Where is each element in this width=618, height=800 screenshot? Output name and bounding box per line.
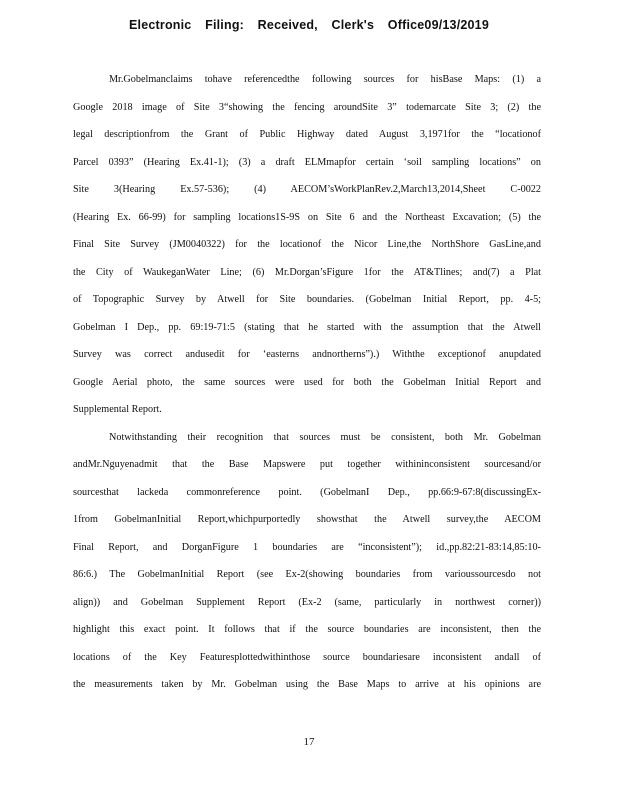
body-line: sourcesthat lackeda commonreference point. (GobelmanI Dep., pp.66:9-67:8(discussingEx- — [73, 486, 541, 498]
body-line: Parcel 0393” (Hearing Ex.41-1); (3) a draft ELMmapfor certain ‘soil sampling locations” on — [73, 156, 541, 168]
document-body — [73, 66, 541, 699]
body-line: highlight this exact point. It follows that if the source boundaries are inconsistent, then the — [73, 624, 541, 635]
body-line: the City of WaukeganWater Line; (6) Mr.Dorgan’sFigure 1for the AT&Tlines; and(7) a Plat — [73, 266, 541, 278]
body-line: Gobelman I Dep., pp. 69:19-71:5 (stating that he started with the assumption that the Atwell — [73, 321, 541, 333]
body-line: Google Aerial photo, the same sources were used for both the Gobelman Initial Report and — [73, 376, 541, 388]
body-line: locations of the Key Featuresplottedwithinthose source boundariesare inconsistent andall of — [73, 651, 541, 663]
filing-stamp-header: Electronic Filing: Received, Clerk's Office09/13/2019 — [129, 18, 489, 32]
body-line: the measurements taken by Mr. Gobelman using the Base Maps to arrive at his opinions are — [73, 679, 541, 690]
body-line: Supplemental Report. — [73, 404, 162, 415]
body-line: Site 3(Hearing Ex.57-536); (4) AECOM’sWorkPlanRev.2,March13,2014,Sheet C-0022 — [73, 184, 541, 195]
body-line: Survey was correct andusedit for ‘easterns andnortherns”).) Withthe exceptionof anupdated — [73, 349, 541, 360]
body-line: Mr.Gobelmanclaims tohave referencedthe following sources for hisBase Maps: (1) a — [109, 74, 541, 85]
body-line: legal descriptionfrom the Grant of Public Highway dated August 3,1971for the “locationof — [73, 129, 541, 140]
body-line: Final Site Survey (JM0040322) for the locationof the Nicor Line,the NorthShore GasLine,and — [73, 239, 541, 250]
body-line: (Hearing Ex. 66-99) for sampling locations1S-9S on Site 6 and the Northeast Excavation; (5) the — [73, 211, 541, 223]
page-number: 17 — [303, 736, 315, 748]
body-line: 1from GobelmanInitial Report,whichpurportedly showsthat the Atwell survey,the AECOM — [73, 514, 541, 525]
body-line: align)) and Gobelman Supplement Report (Ex-2 (same, particularly in northwest corner)) — [73, 596, 541, 608]
body-line: Google 2018 image of Site 3“showing the fencing aroundSite 3” todemarcate Site 3; (2) the — [73, 101, 541, 113]
body-line: of Topographic Survey by Atwell for Site boundaries. (Gobelman Initial Report, pp. 4-5; — [73, 294, 541, 305]
body-line: Notwithstanding their recognition that sources must be consistent, both Mr. Gobelman — [109, 431, 541, 443]
body-line: andMr.Nguyenadmit that the Base Mapswere put together withininconsistent sourcesand/or — [73, 459, 541, 470]
body-line: 86:6.) The GobelmanInitial Report (see Ex-2(showing boundaries from varioussourcesdo not — [73, 569, 541, 580]
body-line: Final Report, and DorganFigure 1 boundaries are “inconsistent”); id.,pp.82:21-83:14,85:10- — [73, 541, 541, 553]
